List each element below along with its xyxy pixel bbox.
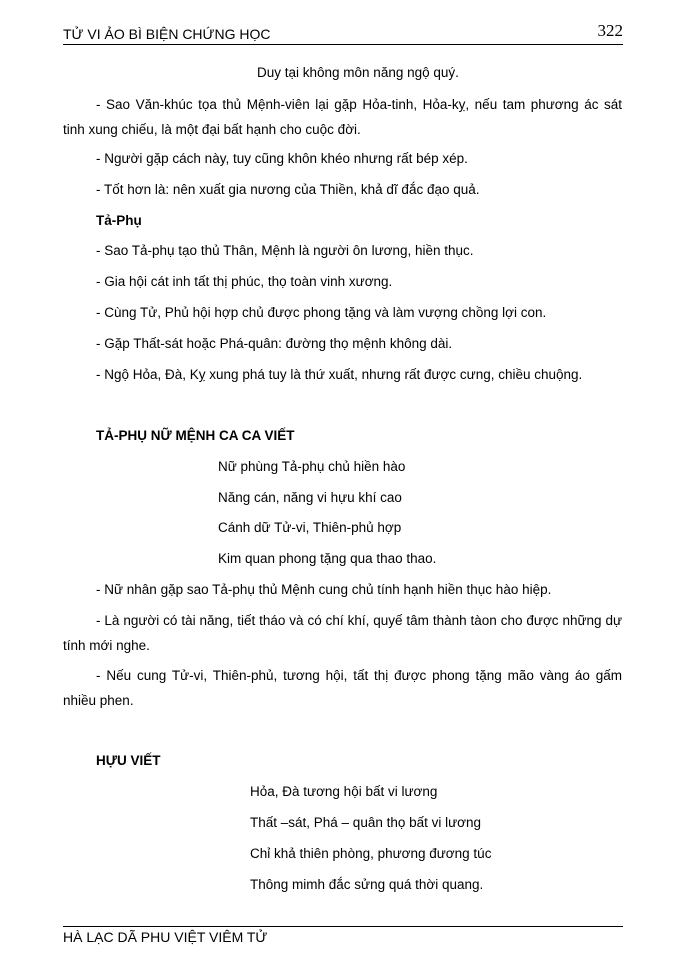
header-title: TỬ VI ẢO BÌ BIỆN CHỨNG HỌC [63,26,271,42]
van-khuc-paragraph-3: - Tốt hơn là: nên xuất gia nương của Thiền, khả dĩ đắc đạo quả. [96,182,480,197]
footer-title: HÀ LẠC DÃ PHU VIỆT VIÊM TỬ [63,929,268,945]
footer-rule [63,926,623,927]
huu-viet-verse: Hỏa, Đà tương hội bất vi lương [250,784,438,799]
huu-viet-verse: Chỉ khả thiên phòng, phương đương túc [250,846,492,861]
van-khuc-paragraph-2: - Người gặp cách này, tuy cũng khôn khéo nhưng rất bép xép. [96,151,468,166]
ta-phu-item: - Ngộ Hỏa, Đà, Kỵ xung phá tuy là thứ xuất, nhưng rất được cưng, chiều chuộng. [96,367,583,382]
huu-viet-heading: HỰU VIẾT [96,753,161,768]
van-khuc-paragraph-1: - Sao Văn-khúc tọa thủ Mệnh-viên lại gặp Hỏa-tinh, Hỏa-kỵ, nếu tam phương ác sát tinh xung chiếu, là một đại bất hạnh cho cuộc đời. [63,97,622,137]
ta-phu-nu-paragraph-3: - Nếu cung Tử-vi, Thiên-phủ, tương hội, tất thị được phong tặng mão vàng áo gấm nhiều phen. [63,668,622,708]
page-number: 322 [597,21,623,40]
header-rule [63,44,623,45]
ta-phu-nu-paragraph-1: - Nữ nhân gặp sao Tả-phụ thủ Mệnh cung chủ tính hạnh hiền thục hào hiệp. [96,582,552,597]
ta-phu-item: - Cùng Tử, Phủ hội hợp chủ được phong tặng và làm vượng chồng lợi con. [96,305,547,320]
ta-phu-nu-verse: Nữ phùng Tả-phụ chủ hiền hào [218,459,406,474]
ta-phu-nu-verse: Năng cán, năng vi hựu khí cao [218,490,402,505]
huu-viet-verse: Thông mimh đắc sửng quá thời quang. [250,877,484,892]
ta-phu-item: - Gặp Thất-sát hoặc Phá-quân: đường thọ mệnh không dài. [96,336,453,351]
ta-phu-nu-heading: TẢ-PHỤ NỮ MỆNH CA CA VIẾT [96,428,295,443]
ta-phu-item: - Sao Tả-phụ tạo thủ Thân, Mệnh là người ôn lương, hiền thục. [96,243,474,258]
ta-phu-heading: Tả-Phụ [96,213,142,228]
ta-phu-nu-verse: Kim quan phong tặng qua thao thao. [218,551,437,566]
top-verse: Duy tại không môn năng ngộ quý. [257,65,459,80]
ta-phu-nu-paragraph-2: - Là người có tài năng, tiết tháo và có chí khí, quyế tâm thành tàon cho được những dự tính mới nghe. [63,613,622,653]
ta-phu-item: - Gia hội cát inh tất thị phúc, thọ toàn vinh xương. [96,274,393,289]
ta-phu-nu-verse: Cánh dữ Tử-vi, Thiên-phủ hợp [218,520,402,535]
huu-viet-verse: Thất –sát, Phá – quân thọ bất vi lương [250,815,482,830]
